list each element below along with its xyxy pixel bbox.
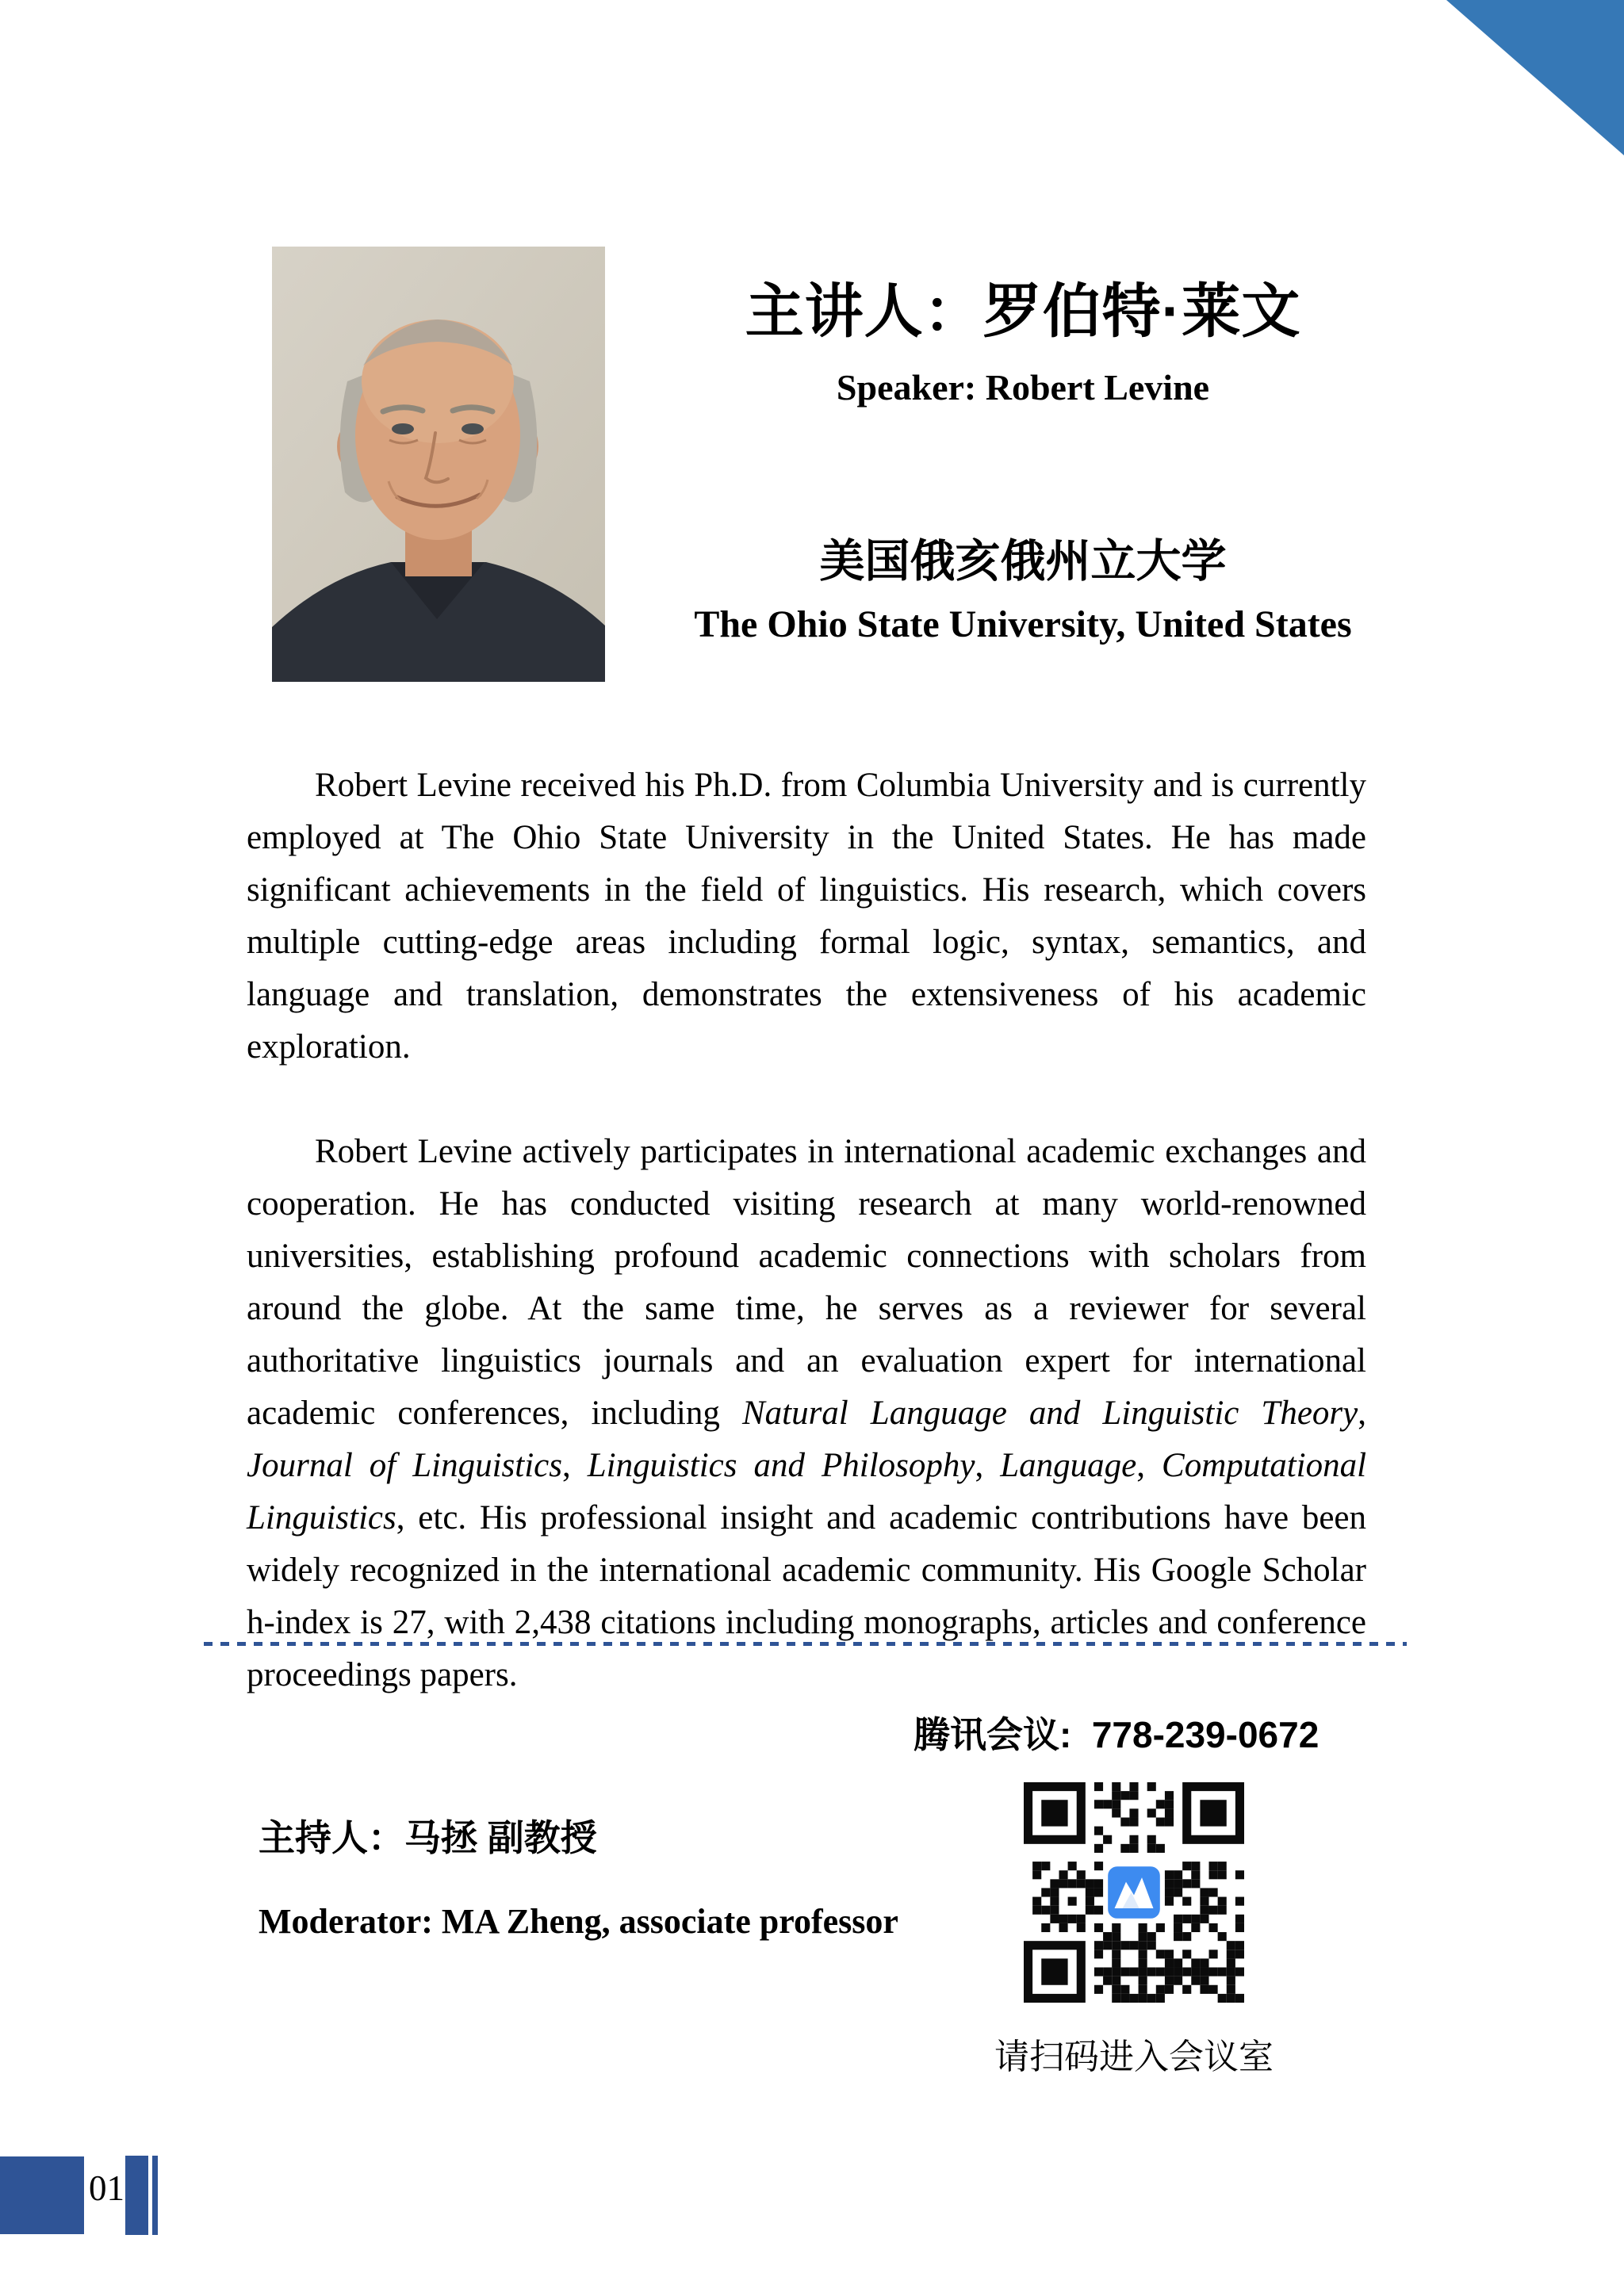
dashed-section-divider [204, 1642, 1407, 1646]
journal-name: Computational Linguistics [247, 1447, 1367, 1536]
speaker-title-en: Speaker: Robert Levine [836, 367, 1210, 408]
footer-bar-medium [125, 2156, 148, 2235]
meeting-id-value: 778-239-0672 [1091, 1714, 1320, 1755]
meeting-platform-label: 腾讯会议: [914, 1714, 1072, 1755]
bio-text: , [1358, 1395, 1367, 1432]
bio-paragraph-2 [247, 1126, 1366, 1701]
bio-text: , [561, 1447, 588, 1484]
moderator-line-en: Moderator: MA Zheng, associate professor [259, 1902, 898, 1941]
journal-name: Language [1000, 1447, 1137, 1484]
page-number: 01 [89, 2168, 124, 2208]
footer-accent-rectangle [0, 2156, 84, 2234]
bio-text: , [975, 1447, 1001, 1484]
corner-triangle-decoration [1446, 0, 1624, 155]
qr-code-block [928, 1782, 1340, 2079]
speaker-title-zh: 主讲人：罗伯特·莱文 [745, 278, 1301, 344]
journal-name: Linguistics and Philosophy [587, 1447, 975, 1484]
speaker-photo [272, 247, 605, 682]
bio-text: Robert Levine actively participates in international academic exchanges and cooperation. He has conducted visiting research at many world-renowned universities, establishing profound academic connections with scholars from around the globe. At the same time, he serves as a reviewer for several authoritative linguistics journals and an evaluation expert for international academic conferences, including [247, 1133, 1366, 1432]
moderator-line-zh: 主持人：马拯 副教授 [259, 1817, 597, 1858]
bio-text: , etc. His professional insight and academic contributions have been widely recognized in the international academic community. His Google Scholar h-index is 27, with 2,438 citations including monographs, articles and conference proceedings papers. [247, 1499, 1366, 1693]
qr-caption: 请扫码进入会议室 [994, 2038, 1274, 2076]
journal-name: Journal of Linguistics [247, 1447, 562, 1484]
biography-section [247, 760, 1366, 1701]
journal-name: Natural Language and Linguistic Theory [741, 1395, 1358, 1432]
meeting-qr-code [1024, 1782, 1244, 2003]
footer-bar-thin [152, 2156, 158, 2235]
affiliation-zh: 美国俄亥俄州立大学 [819, 536, 1227, 587]
bio-text: , [1136, 1447, 1162, 1484]
meeting-id-line [914, 1706, 1319, 1758]
affiliation-en: The Ohio State University, United States [694, 603, 1352, 645]
bio-paragraph-1: Robert Levine received his Ph.D. from Columbia University and is currently employed at The Ohio State University in the United States. He has made significant achievements in the field of linguistics. His research, which covers multiple cutting-edge areas including formal logic, syntax, semantics, and language and translation, demonstrates the extensiveness of his academic exploration. [247, 767, 1366, 1066]
